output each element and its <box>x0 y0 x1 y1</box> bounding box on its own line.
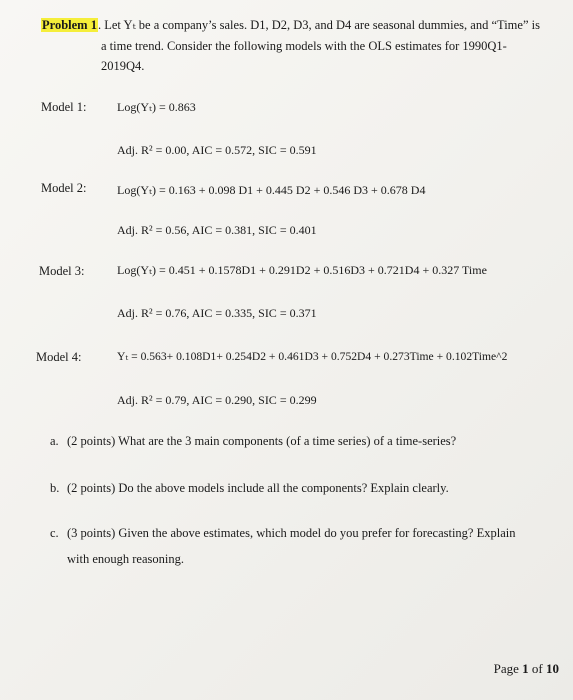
problem-statement-line-1 <box>41 16 540 35</box>
model-1-stats: Adj. R² = 0.00, AIC = 0.572, SIC = 0.591 <box>117 143 317 157</box>
model-2-equation: Log(Yₜ) = 0.163 + 0.098 D1 + 0.445 D2 + 0.546 D3 + 0.678 D4 <box>117 183 426 197</box>
question-b-marker: b. <box>50 481 60 495</box>
model-3-stats: Adj. R² = 0.76, AIC = 0.335, SIC = 0.371 <box>117 306 317 320</box>
model-3-equation: Log(Yₜ) = 0.451 + 0.1578D1 + 0.291D2 + 0.516D3 + 0.721D4 + 0.327 Time <box>117 263 487 277</box>
question-a-text: (2 points) What are the 3 main components (of a time series) of a time-series? <box>67 434 457 448</box>
problem-label: Problem 1 <box>42 18 97 32</box>
model-2-stats: Adj. R² = 0.56, AIC = 0.381, SIC = 0.401 <box>117 223 317 237</box>
question-a-marker: a. <box>50 434 59 448</box>
question-c-marker: c. <box>50 526 59 540</box>
page-prefix: Page <box>493 661 523 676</box>
question-c-text-line-2: with enough reasoning. <box>67 552 184 566</box>
problem-statement-line-3: 2019Q4. <box>101 59 145 73</box>
page-total: 10 <box>546 661 559 676</box>
model-1-equation: Log(Yₜ) = 0.863 <box>117 100 196 114</box>
question-c-text-line-1: (3 points) Given the above estimates, which model do you prefer for forecasting? Explain <box>67 526 516 540</box>
model-2-label: Model 2: <box>41 181 87 195</box>
page-current: 1 <box>522 661 529 676</box>
page-number <box>494 661 559 677</box>
model-3-label: Model 3: <box>39 264 85 278</box>
page-of: of <box>528 661 546 676</box>
model-4-equation: Yₜ = 0.563+ 0.108D1+ 0.254D2 + 0.461D3 + 0.752D4 + 0.273Time + 0.102Time^2 <box>117 350 508 363</box>
question-b-text: (2 points) Do the above models include all the components? Explain clearly. <box>67 481 449 495</box>
problem-intro-text: . Let Yₜ be a company’s sales. D1, D2, D3, and D4 are seasonal dummies, and “Time” is <box>97 18 540 32</box>
model-4-stats: Adj. R² = 0.79, AIC = 0.290, SIC = 0.299 <box>117 393 317 407</box>
model-1-label: Model 1: <box>41 100 87 114</box>
problem-statement-line-2: a time trend. Consider the following models with the OLS estimates for 1990Q1- <box>101 39 507 53</box>
model-4-label: Model 4: <box>36 350 82 364</box>
